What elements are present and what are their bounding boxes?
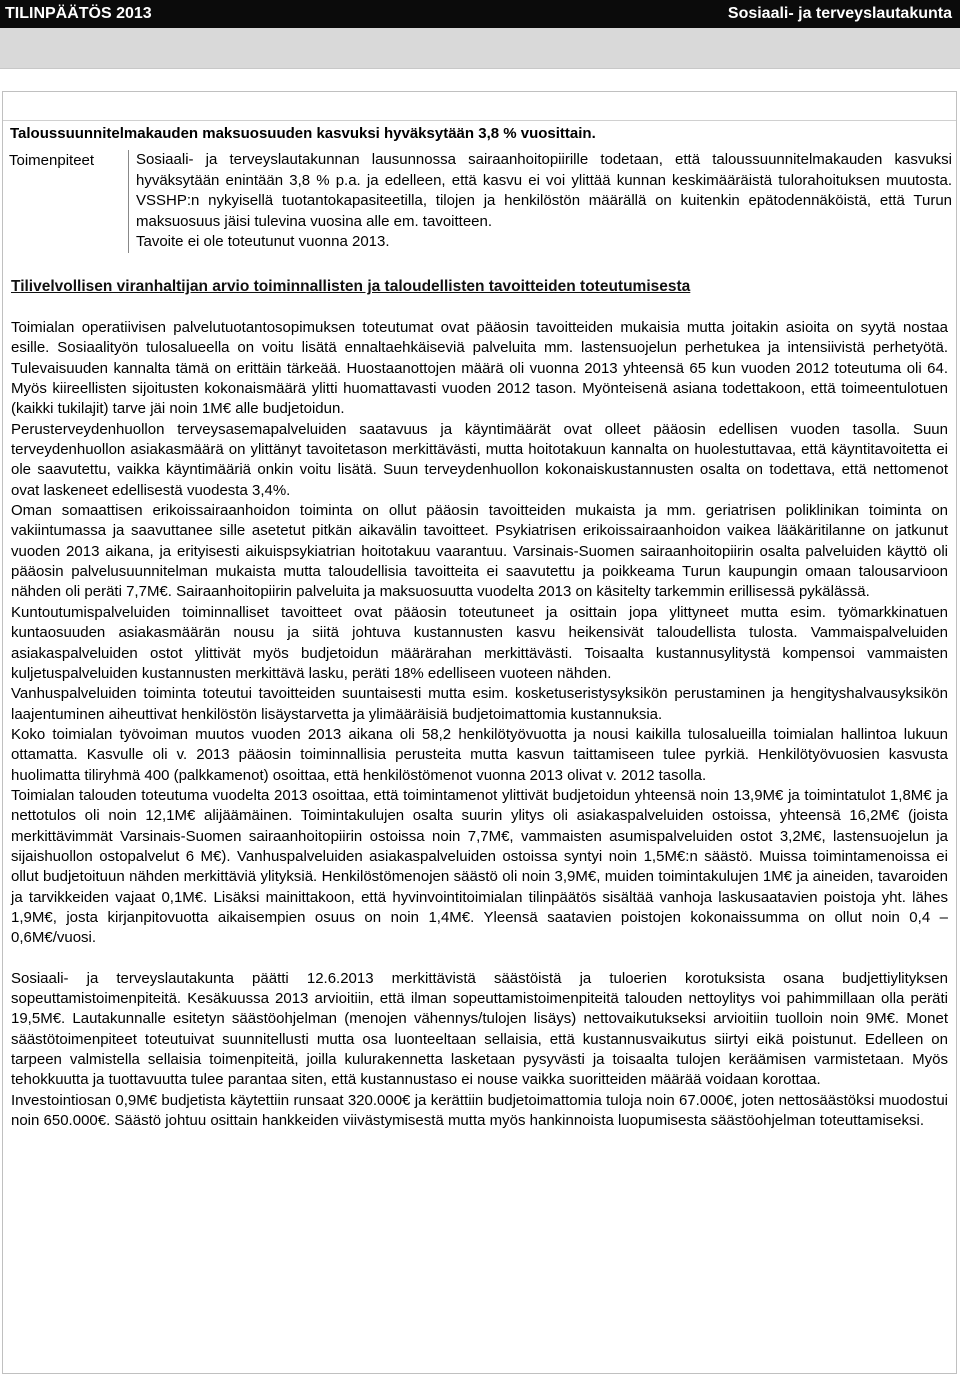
measures-status: Tavoite ei ole toteutunut vuonna 2013. [136,233,390,251]
paragraph: Sosiaali- ja terveyslautakunta päätti 12.6.2013 merkittävistä säästöistä ja tuloerien korotuksista osana budjettiylityksen sopeuttamistoimenpiteitä. Kesäkuussa 2013 arvioitiin, että ilman sopeuttamistoimenpiteitä talouden nettoylitys voi pahimmillaan olla peräti 19,5M€. Lautakunnalle esitetyn säästöohjelman (menojen vähennys/tulojen lisäys) nettovaikutukseksi arvioitiin tuolloin noin 9M€. Monet säästötoimenpiteet toteutuivat suunnitellusti mutta osa luonteeltaan sellaisia, että kustannusvaikutus siirtyi eikä poistunut. Edelleen on tarpeen valmistella sellaisia toimenpiteitä, joilla kulurakennetta lasketaan pysyvästi ja toisaalta tulojen keräämisen varmistetaan. Myös tehokkuutta ja tuottavuutta tulee parantaa siten, että kustannustaso ei nouse vaikka suoritteiden määrää voidaan korottaa. [11,969,948,1089]
measures-description: Sosiaali- ja terveyslautakunnan lausunnossa sairaanhoitopiirille todetaan, että taloussuunnitelmakauden kasvuksi hyväksytään enintään 3,8 % p.a. ja edelleen, että kasvu ei voi ylittää kunnan keskimääräistä tulorahoituksen muutosta. VSSHP:n nykyisellä tuotantokapasiteetilla, tilojen ja henkilöstön määrällä on kuitenkin epätodennäköistä, että Turun maksuosuus jäisi tulevina vuosina alle em. tavoitteen. [136,151,952,230]
page-header [0,0,960,28]
section-title: Tilivelvollisen viranhaltijan arvio toiminnallisten ja taloudellisten tavoitteiden toteutumisesta [11,278,691,295]
committee-name: Sosiaali- ja terveyslautakunta [727,5,952,22]
paragraph: Koko toimialan työvoiman muutos vuoden 2013 aikana oli 58,2 henkilötyövuotta ja nousi kaikilla tulosalueilla toimialan hallintoa lukuun ottamatta. Kasvulle oli v. 2013 pääosin toiminnallisia perusteita mutta kasvun taittamiseen tulee pyrkiä. Henkilötyövuosien kasvusta huolimatta tiliryhmä 400 (palkkamenot) osoittaa, että henkilöstömenot vuonna 2013 olivat v. 2012 tasolla. [11,725,948,784]
paragraph: Kuntoutumispalveluiden toiminnalliset tavoitteet ovat pääosin toteutuneet ja osittain jopa ylittyneet mutta esim. työmarkkinatuen kuntaosuuden asiakasmäärän nousu ja siitä johtuva kustannusten kasvu heikensivät taloudellista tulosta. Vammaispalveluiden asiakaspalveluiden ostot ylittivät myös budjetoidun määrärahan merkittävästi. Toisaalta kustannusylitystä kompensoi vammaisten kuljetuspalveluiden kustannusten merkittävä lasku, peräti 18% edelliseen vuoteen nähden. [11,603,948,682]
divider [3,120,956,121]
paragraph: Oman somaattisen erikoissairaanhoidon toiminta on ollut pääosin tavoitteiden mukaista ja mm. geriatrisen poliklinikan toiminta on vakiintumassa ja saavuttanee sille asetetut pitkän aikavälin tavoitteet. Psykiatrisen erikoissairaanhoidon vaikea lääkäritilanne on jatkunut vuoden 2013 aikana, ja erityisesti aikuispsykiatrian hoitotakuu vaarantuu. Varsinais-Suomen sairaanhoitopiirin osalta palveluiden käyttö oli pääosin palvelusuunnitelman mukaista mutta taloudellisia tavoitteita ei saavutettu ja poikkeama Turun kaupungin omaan talousarvioon nähden oli peräti 7,7M€. Sairaanhoitopiirin palveluita ja maksuosuutta vuodelta 2013 on käsitelty tarkemmin erillisessä pykälässä. [11,502,948,601]
measures-text [128,150,952,253]
paragraph: Investointiosan 0,9M€ budjetista käytettiin runsaat 320.000€ ja kerättiin budjetoimattomia tuloja noin 67.000€, joten nettosäästöksi muodostui noin 650.000€. Säästö johtuu osittain hankkeiden viivästymisestä mutta myös hankinnoista luopumisesta säästöohjelman toteuttamiseksi. [11,1091,948,1130]
paragraph: Toimialan talouden toteutuma vuodelta 2013 osoittaa, että toimintamenot ylittivät budjetoidun yhteensä noin 13,9M€ ja toimintatulot 1,8M€ ja nettotulos oli noin 12,1M€ alijäämäinen. Toimintakulujen osalta suurin ylitys oli asiakaspalveluiden ostoissa, yhteensä 16,2M€ (joista merkittävimmät Varsinais-Suomen sairaanhoitopiirin ostoissa noin 7,7M€, vammaisten asumispalveluiden ostot 3,2M€, lastensuojelun ja sijaishuollon ostopalvelut 6 M€). Vanhuspalveluiden asiakaspalveluiden ostoissa syntyi noin 1,5M€:n säästö. Muissa toimintamenoissa ei ollut budjetoituun nähden merkittäviä ylityksiä. Henkilöstömenojen säästö oli noin 3,9M€, muiden toimintakulujen 1M€ ja aineiden, tavaroiden ja tarvikkeiden vajaat 0,1M€. Lisäksi mainittakoon, että hyvinvointitoimialan tilinpäätös sisältää vanhoja laskusaatavien poistoja yht. lähes 1,9M€, josta kirjanpitovuotta aikaisempien osuus on noin 1,4M€. Yleensä saatavien poistojen kokonaissumma on ollut noin 0,4 – 0,6M€/vuosi. [11,786,948,947]
measures-label: Toimenpiteet [9,152,95,169]
paragraph: Perusterveydenhuollon terveysasemapalveluiden saatavuus ja käyntimäärät ovat olleet pääosin edellisen vuoden tasolla. Suun terveydenhuollon asiakasmäärä on ylittänyt tavoitetason merkittävästi, mutta hoitotakuun kannalta on huolestuttavaa, että käyntitavoitetta ei ole saavutettu, vaikka käyntimääriä onkin voitu lisätä. Suun terveydenhuollon kokonaiskustannusten osalta on todettava, että nettomenot ovat laskeneet edellisestä vuodesta 3,4%. [11,420,948,499]
paragraph: Toimialan operatiivisen palvelutuotantosopimuksen toteutumat ovat pääosin tavoitteiden mukaisia mutta joitakin asioita on syytä nostaa esille. Sosiaalityön tulosalueella on voitu lisätä ennaltaehkäiseviä palveluita mm. lastensuojelun perhetukea ja intensiivistä perhetyötä. Tulevaisuuden kannalta tämä on erittäin tärkeää. Huostaanottojen määrä oli vuonna 2013 yhteensä 65 kun vuoden 2012 toteutuma oli 64. Myös kiireellisten sijoitusten kokonaismäärä ylitti huomattavasti vuoden 2012 tason. Myönteisenä asiana todettakoon, että toimeentulotuen (kaikki tukilajit) tarve jäi noin 1M€ alle budjetoidun. [11,319,948,418]
paragraph: Vanhuspalveluiden toiminta toteutui tavoitteiden suuntaisesti mutta esim. kosketuseristysyksikön perustaminen ja hengityshalvausyksikön laajentuminen aiheuttivat henkilöstön lisäystarvetta ja ylimääräisiä budjetoimattomia kustannuksia. [11,685,948,723]
header-band [0,28,960,69]
goal-statement: Taloussuunnitelmakauden maksuosuuden kasvuksi hyväksytään 3,8 % vuosittain. [10,125,596,142]
report-title: TILINPÄÄTÖS 2013 [5,5,152,22]
assessment-body [11,318,948,1131]
